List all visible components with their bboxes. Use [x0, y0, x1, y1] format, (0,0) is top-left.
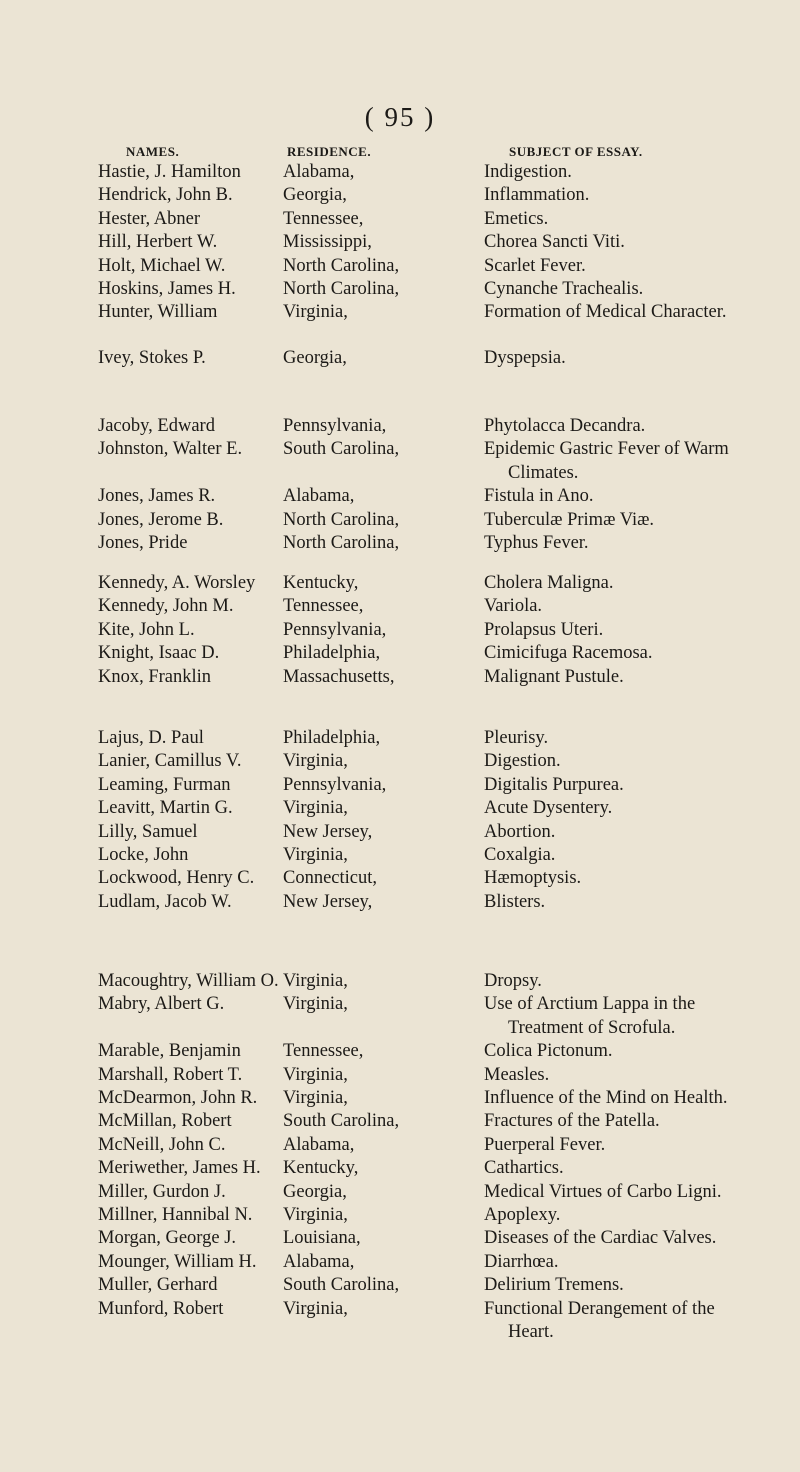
table-row: [0, 891, 800, 914]
essay-subject: Digitalis Purpurea.: [484, 774, 624, 795]
student-residence: Virginia,: [283, 302, 348, 323]
student-name: Knox, Franklin: [98, 666, 212, 687]
essay-subject: Fractures of the Patella.: [484, 1111, 660, 1132]
essay-subject: Medical Virtues of Carbo Ligni.: [484, 1181, 722, 1202]
table-row: [0, 231, 800, 254]
student-name: Jones, Jerome B.: [98, 509, 224, 530]
essay-subject: Apoplexy.: [484, 1205, 561, 1225]
student-residence: New Jersey,: [283, 821, 373, 842]
table-row: [0, 797, 800, 820]
essay-subject: Malignant Pustule.: [484, 666, 624, 687]
student-residence: South Carolina,: [283, 1275, 400, 1296]
table-row: [0, 347, 800, 370]
student-name: Holt, Michael W.: [98, 255, 226, 276]
essay-subject: Chorea Sancti Viti.: [484, 232, 625, 253]
essay-subject: Cholera Maligna.: [484, 573, 614, 593]
table-row: [0, 867, 800, 890]
student-name: Miller, Gurdon J.: [98, 1181, 226, 1202]
table-row: [0, 532, 800, 555]
student-name: Kennedy, A. Worsley: [98, 573, 256, 593]
student-residence: Alabama,: [283, 1251, 355, 1272]
essay-subject: Abortion.: [484, 821, 556, 842]
student-residence: Virginia,: [283, 1064, 348, 1085]
essay-subject: Typhus Fever.: [484, 533, 589, 553]
student-name: Lilly, Samuel: [98, 821, 198, 842]
student-name: Macoughtry, William O.: [98, 971, 279, 991]
student-name: McDearmon, John R.: [98, 1088, 258, 1108]
student-residence: Georgia,: [283, 185, 347, 206]
student-name: Hill, Herbert W.: [98, 232, 218, 253]
essay-subject: Measles.: [484, 1064, 550, 1085]
table-row: [0, 844, 800, 867]
student-residence: Kentucky,: [283, 1158, 359, 1179]
essay-subject: Inflammation.: [484, 185, 590, 206]
essay-subject: Phytolacca Decandra.: [484, 416, 646, 436]
table-row-continuation: [0, 462, 800, 485]
table-row: [0, 642, 800, 665]
table-row: [0, 572, 800, 595]
student-residence: Virginia,: [283, 1088, 348, 1108]
student-residence: Tennessee,: [283, 208, 364, 229]
student-name: McNeill, John C.: [98, 1134, 226, 1155]
student-name: Leaming, Furman: [98, 774, 231, 795]
essay-subject: Acute Dysentery.: [484, 798, 613, 819]
table-row: [0, 1157, 800, 1180]
essay-subject: Variola.: [484, 596, 543, 617]
table-row: [0, 821, 800, 844]
student-name: Morgan, George J.: [98, 1228, 237, 1249]
student-name: Jacoby, Edward: [98, 416, 215, 436]
essay-subject: Scarlet Fever.: [484, 255, 586, 276]
essay-subject: Indigestion.: [484, 162, 572, 182]
essay-subject: Cimicifuga Racemosa.: [484, 643, 653, 664]
header-subject: SUBJECT OF ESSAY.: [509, 144, 643, 159]
table-row: [0, 1227, 800, 1250]
student-name: Hastie, J. Hamilton: [98, 162, 241, 182]
table-row-continuation: [0, 1321, 800, 1344]
student-residence: Pennsylvania,: [283, 774, 387, 795]
student-name: Jones, James R.: [98, 486, 216, 507]
student-residence: Virginia,: [283, 751, 348, 772]
student-residence: Pennsylvania,: [283, 619, 387, 640]
table-row: [0, 774, 800, 797]
essay-subject: Delirium Tremens.: [484, 1275, 624, 1296]
student-residence: North Carolina,: [283, 533, 400, 553]
student-name: Marshall, Robert T.: [98, 1064, 243, 1085]
student-name: Knight, Isaac D.: [98, 643, 220, 664]
student-residence: Virginia,: [283, 994, 348, 1015]
table-row: [0, 184, 800, 207]
essay-subject: Treatment of Scrofula.: [508, 1017, 676, 1038]
table-row: [0, 1181, 800, 1204]
student-name: Munford, Robert: [98, 1298, 224, 1319]
essay-subject: Epidemic Gastric Fever of Warm: [484, 439, 729, 460]
student-residence: Philadelphia,: [283, 728, 381, 748]
student-name: Ivey, Stokes P.: [98, 348, 206, 368]
essay-subject: Pleurisy.: [484, 728, 549, 748]
table-row: [0, 161, 800, 184]
student-residence: Virginia,: [283, 845, 348, 865]
table-row: [0, 1204, 800, 1227]
essay-subject: Dropsy.: [484, 971, 542, 991]
essay-subject: Hæmoptysis.: [484, 868, 582, 889]
student-residence: Virginia,: [283, 1205, 348, 1225]
essay-subject: Cynanche Trachealis.: [484, 279, 644, 299]
student-name: Mabry, Albert G.: [98, 994, 225, 1015]
student-residence: Virginia,: [283, 1298, 348, 1319]
table-row: [0, 970, 800, 993]
student-name: Johnston, Walter E.: [98, 439, 243, 460]
table-row: [0, 1298, 800, 1321]
essay-subject: Heart.: [508, 1322, 554, 1342]
table-row: [0, 750, 800, 773]
student-residence: Louisiana,: [283, 1228, 361, 1249]
essay-subject: Diarrhœa.: [484, 1251, 559, 1272]
student-name: Lockwood, Henry C.: [98, 868, 255, 889]
student-residence: South Carolina,: [283, 439, 400, 460]
student-name: Ludlam, Jacob W.: [98, 891, 232, 912]
table-row: [0, 438, 800, 461]
essay-subject: Functional Derangement of the: [484, 1298, 715, 1319]
essay-subject: Diseases of the Cardiac Valves.: [484, 1228, 717, 1249]
student-name: McMillan, Robert: [98, 1111, 232, 1132]
student-residence: Philadelphia,: [283, 643, 381, 664]
table-row: [0, 415, 800, 438]
student-residence: South Carolina,: [283, 1111, 400, 1132]
essay-subject: Cathartics.: [484, 1158, 564, 1179]
student-residence: Alabama,: [283, 486, 355, 507]
student-residence: Georgia,: [283, 348, 347, 368]
essay-subject: Digestion.: [484, 751, 561, 772]
table-row: [0, 1251, 800, 1274]
student-name: Hendrick, John B.: [98, 185, 233, 206]
table-row: [0, 509, 800, 532]
student-name: Leavitt, Martin G.: [98, 798, 233, 819]
essay-subject: Colica Pictonum.: [484, 1041, 613, 1062]
essay-subject: Puerperal Fever.: [484, 1134, 606, 1155]
header-names: NAMES.: [126, 144, 180, 159]
student-name: Marable, Benjamin: [98, 1041, 241, 1062]
student-name: Kite, John L.: [98, 619, 195, 640]
essay-subject: Use of Arctium Lappa in the: [484, 994, 696, 1015]
student-name: Jones, Pride: [98, 533, 188, 553]
header-residence: RESIDENCE.: [287, 144, 372, 159]
essay-subject: Influence of the Mind on Health.: [484, 1088, 728, 1108]
essay-subject: Fistula in Ano.: [484, 486, 594, 507]
student-residence: Georgia,: [283, 1181, 347, 1202]
student-residence: Alabama,: [283, 1134, 355, 1155]
student-name: Lajus, D. Paul: [98, 728, 204, 748]
essay-subject: Dyspepsia.: [484, 348, 566, 368]
page-number: ( 95 ): [364, 102, 436, 132]
table-row: [0, 208, 800, 231]
student-name: Lanier, Camillus V.: [98, 751, 242, 772]
table-row-continuation: [0, 1017, 800, 1040]
student-name: Hoskins, James H.: [98, 279, 236, 299]
student-name: Hester, Abner: [98, 208, 201, 229]
student-residence: Tennessee,: [283, 1041, 364, 1062]
table-row: [0, 727, 800, 750]
table-row: [0, 255, 800, 278]
table-row: [0, 1040, 800, 1063]
table-row: [0, 666, 800, 689]
student-residence: Kentucky,: [283, 573, 359, 593]
student-residence: Virginia,: [283, 971, 348, 991]
student-residence: New Jersey,: [283, 891, 373, 912]
table-row: [0, 595, 800, 618]
essay-subject: Prolapsus Uteri.: [484, 619, 604, 640]
essay-subject: Blisters.: [484, 891, 546, 912]
student-name: Hunter, William: [98, 302, 218, 323]
table-row: [0, 1110, 800, 1133]
table-row: [0, 485, 800, 508]
table-row: [0, 619, 800, 642]
essay-subject: Coxalgia.: [484, 845, 556, 865]
table-row: [0, 993, 800, 1016]
table-row: [0, 1134, 800, 1157]
student-name: Muller, Gerhard: [98, 1275, 218, 1296]
student-name: Mounger, William H.: [98, 1251, 257, 1272]
student-residence: Alabama,: [283, 162, 355, 182]
student-residence: North Carolina,: [283, 279, 400, 299]
essay-subject: Emetics.: [484, 208, 549, 229]
student-residence: North Carolina,: [283, 255, 400, 276]
student-name: Kennedy, John M.: [98, 596, 234, 617]
essay-subject: Tuberculæ Primæ Viæ.: [484, 509, 655, 530]
student-residence: North Carolina,: [283, 509, 400, 530]
student-residence: Tennessee,: [283, 596, 364, 617]
student-residence: Virginia,: [283, 798, 348, 819]
student-residence: Pennsylvania,: [283, 416, 387, 436]
essay-subject: Formation of Medical Character.: [484, 302, 727, 323]
student-residence: Connecticut,: [283, 868, 378, 889]
student-name: Locke, John: [98, 845, 189, 865]
table-row: [0, 278, 800, 301]
table-row: [0, 1087, 800, 1110]
table-row: [0, 1274, 800, 1297]
student-residence: Massachusetts,: [283, 666, 395, 687]
table-row: [0, 1064, 800, 1087]
student-name: Millner, Hannibal N.: [98, 1205, 253, 1225]
student-residence: Mississippi,: [283, 232, 372, 253]
table-row: [0, 301, 800, 324]
student-name: Meriwether, James H.: [98, 1158, 261, 1179]
essay-subject: Climates.: [508, 462, 579, 483]
